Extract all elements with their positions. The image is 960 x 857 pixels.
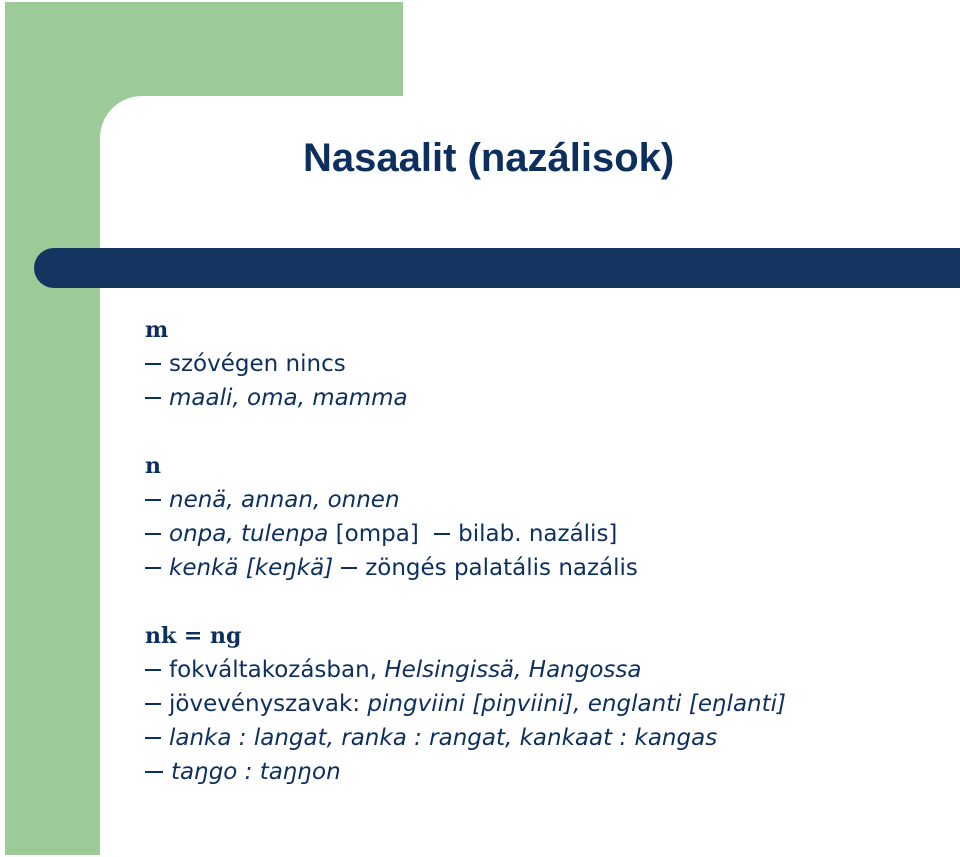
list-item (145, 551, 955, 585)
list-item (145, 483, 955, 517)
description: zöngés palatális nazális (365, 555, 638, 581)
example-words: lanka : langat, ranka : rangat, kankaat : kangas (169, 725, 718, 751)
list-item (145, 755, 955, 789)
section-heading-m: m (145, 317, 169, 343)
section-nk (145, 619, 955, 789)
title-divider-bar (34, 248, 960, 288)
example-words: kenkä [keŋkä] (169, 555, 334, 581)
dash-bullet (145, 669, 161, 671)
section-m (145, 313, 955, 415)
dash-bullet (145, 397, 161, 399)
list-item (145, 381, 955, 415)
list-item (145, 653, 955, 687)
dash-bullet (145, 363, 161, 365)
description: fokváltakozásban, (169, 657, 385, 683)
example-words: Helsingissä, Hangossa (384, 657, 642, 683)
dash-separator (434, 533, 450, 535)
example-words: maali, oma, mamma (169, 385, 408, 411)
example-words: onpa, tulenpa (169, 521, 329, 547)
example-words: taŋgo : taŋŋon (171, 759, 341, 785)
section-heading-nk: nk = ng (145, 623, 242, 649)
slide-title: Nasaalit (nazálisok) (303, 136, 675, 180)
transcription: [ompa] (328, 521, 427, 547)
list-item (145, 721, 955, 755)
dash-bullet (145, 771, 163, 773)
section-n (145, 449, 955, 585)
slide-body (145, 313, 955, 789)
example-words: nenä, annan, onnen (169, 487, 400, 513)
dash-bullet (145, 737, 161, 739)
list-item (145, 517, 955, 551)
description: jövevényszavak: (169, 691, 368, 717)
description: bilab. nazális] (458, 521, 618, 547)
dash-bullet (145, 499, 161, 501)
example-words: pingviini [piŋviini], englanti [eŋlanti] (367, 691, 787, 717)
dash-bullet (145, 567, 161, 569)
list-item (145, 687, 955, 721)
dash-bullet (145, 533, 161, 535)
dash-separator (341, 567, 357, 569)
dash-bullet (145, 703, 161, 705)
section-heading-n: n (145, 453, 161, 479)
list-item (145, 347, 955, 381)
list-item-text: szóvégen nincs (169, 351, 346, 377)
